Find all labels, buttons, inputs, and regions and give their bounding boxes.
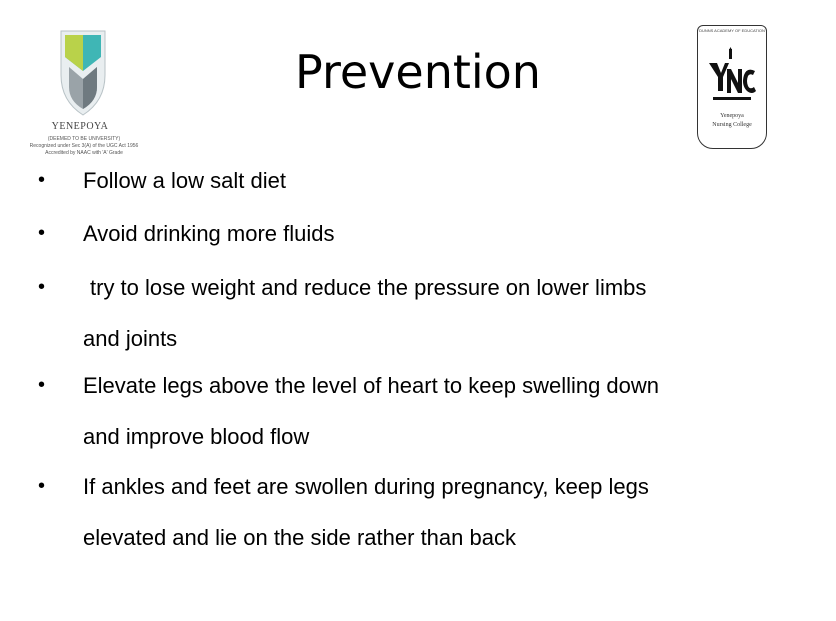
logo-right-arc-text: DUNNS ACADEMY OF EDUCATION [699,28,765,33]
bullet-marker: • [38,276,46,298]
bullet-marker: • [38,222,46,244]
bullet-text: try to lose weight and reduce the pressure on lower limbs [90,275,647,300]
slide-title: Prevention [295,45,541,99]
logo-left-line3: Accredited by NAAC with 'A' Grade [45,150,123,156]
logo-left-line2: Recognized under Sec 3(A) of the UGC Act 1956 [29,143,139,149]
bullet-text-continuation: and joints [83,326,178,351]
logo-right-line1: Yenepoya [720,113,744,119]
yenepoya-nursing-college-logo [697,25,769,151]
bullet-text-continuation: elevated and lie on the side rather than back [83,525,516,550]
shield-emblem-icon [55,27,111,119]
ync-monogram-icon [707,47,757,107]
bullet-marker: • [38,475,46,497]
yenepoya-university-logo [25,25,143,155]
bullet-text: Elevate legs above the level of heart to keep swelling down [83,373,660,398]
logo-right-line2: Nursing College [712,122,752,128]
bullet-text: If ankles and feet are swollen during pregnancy, keep legs [83,474,649,499]
bullet-marker: • [38,169,46,191]
bullet-text: Avoid drinking more fluids [83,221,335,246]
logo-left-line1: (DEEMED TO BE UNIVERSITY) [47,136,121,142]
bullet-text-continuation: and improve blood flow [83,424,310,449]
bullet-marker: • [38,374,46,396]
bullet-text: Follow a low salt diet [83,168,286,193]
logo-left-name: YENEPOYA [51,121,109,132]
